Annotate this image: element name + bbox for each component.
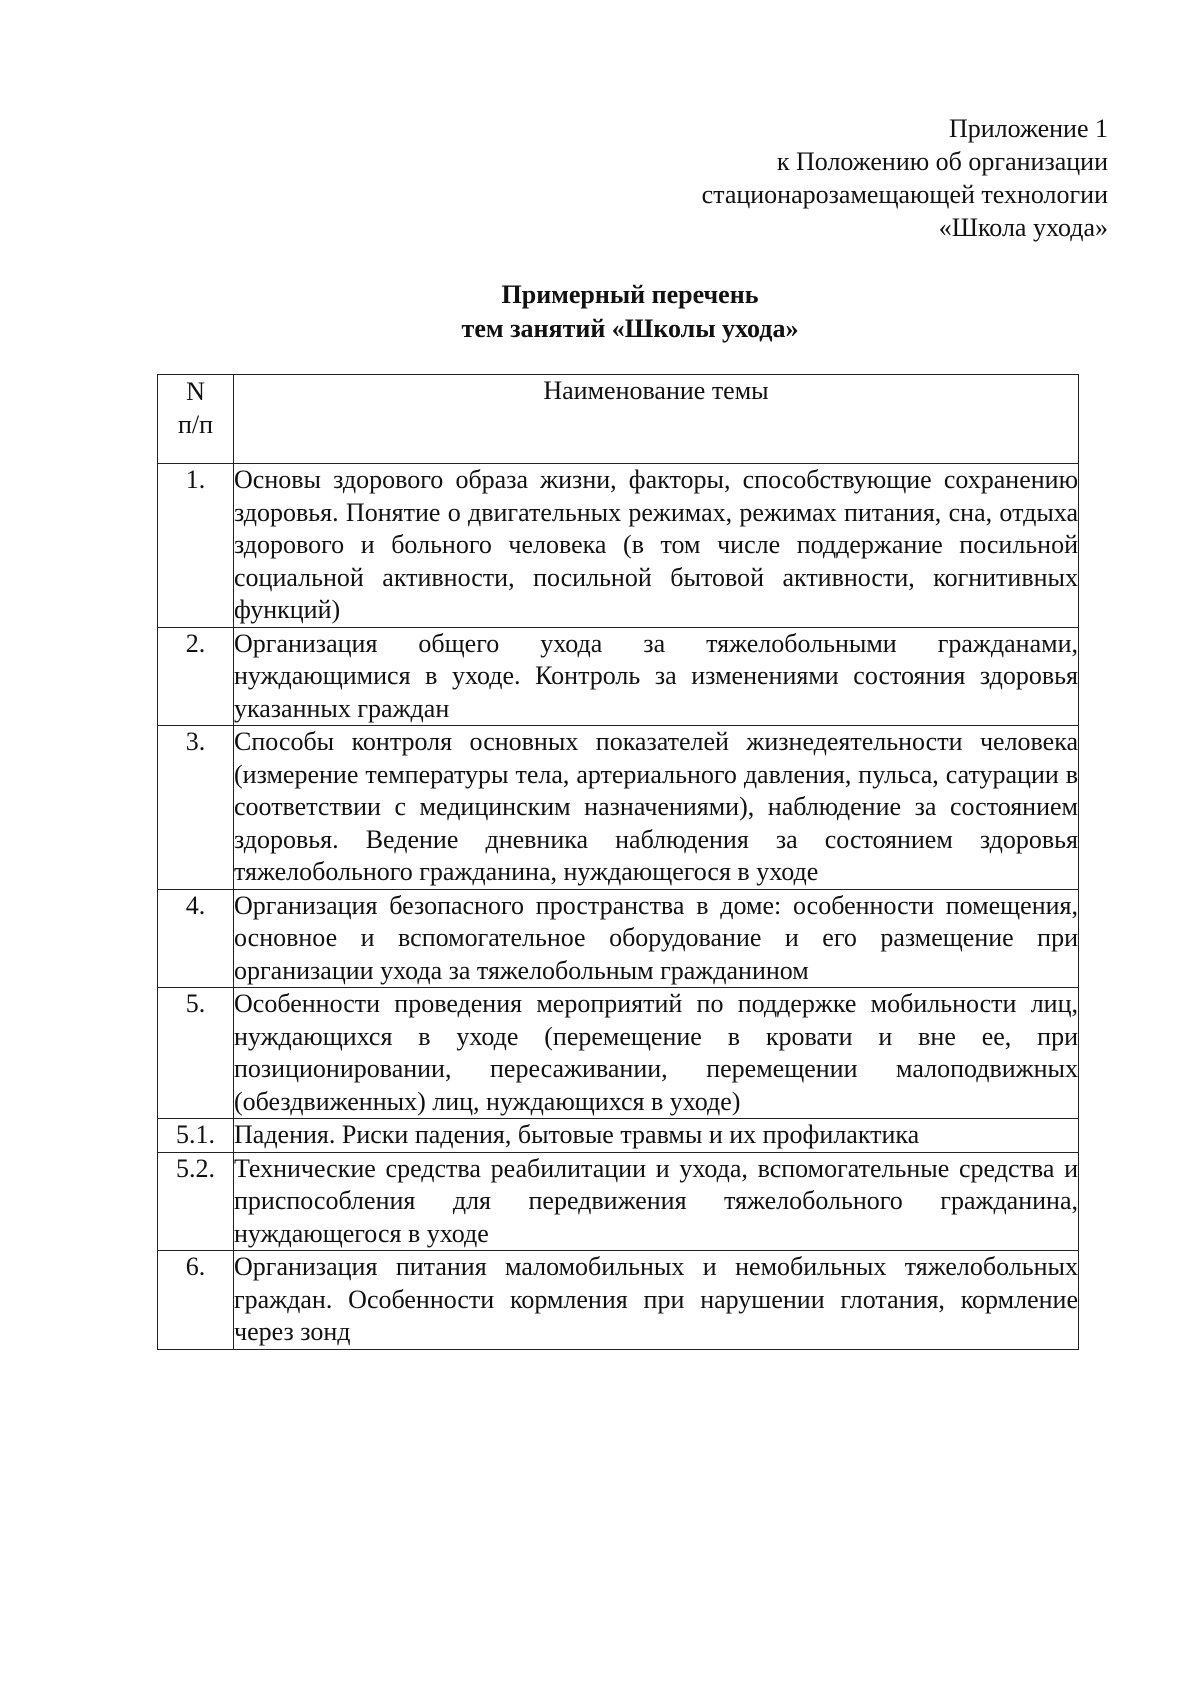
- row-topic: Технические средства реабилитации и ухода, вспомогательные средства и приспособления для передвижения тяжелобольного гражданина, нуждающегося в уходе: [234, 1152, 1079, 1251]
- row-number: 4.: [158, 889, 234, 988]
- row-number: 6.: [158, 1251, 234, 1350]
- title-line: тем занятий «Школы ухода»: [461, 314, 799, 343]
- row-topic: Организация питания маломобильных и немобильных тяжелобольных граждан. Особенности кормления при нарушении глотания, кормление через зонд: [234, 1251, 1079, 1350]
- row-number: 2.: [158, 627, 234, 726]
- title-line: Примерный перечень: [501, 280, 759, 309]
- row-topic: Организация безопасного пространства в доме: особенности помещения, основное и вспомогательное оборудование и его размещение при организации ухода за тяжелобольным гражданином: [234, 889, 1079, 988]
- row-topic: Основы здорового образа жизни, факторы, способствующие сохранению здоровья. Понятие о двигательных режимах, режимах питания, сна, отдыха здорового и больного человека (в том числе поддержание посильной социальной активности, посильной бытовой активности, когнитивных функций): [234, 464, 1079, 628]
- header-number-cell: [158, 375, 234, 464]
- table-row: [158, 1119, 1079, 1153]
- header-number-label: N: [186, 377, 205, 406]
- row-number: 1.: [158, 464, 234, 628]
- row-topic: Особенности проведения мероприятий по поддержке мобильности лиц, нуждающихся в уходе (перемещение в кровати и вне ее, при позиционировании, пересаживании, перемещении малоподвижных (обездвиженных) лиц, нуждающихся в уходе): [234, 988, 1079, 1119]
- header-number-label: п/п: [177, 410, 214, 439]
- table-row: [158, 627, 1079, 726]
- appendix-line: стационарозамещающей технологии: [701, 180, 1108, 209]
- appendix-reference: [702, 112, 1108, 244]
- row-number: 5.: [158, 988, 234, 1119]
- appendix-line: к Положению об организации: [776, 147, 1108, 176]
- header-name-cell: Наименование темы: [234, 375, 1079, 464]
- topics-table: [157, 374, 1079, 1350]
- table-row: [158, 1251, 1079, 1350]
- row-number: 5.2.: [158, 1152, 234, 1251]
- document-title: [0, 278, 1200, 346]
- row-number: 5.1.: [158, 1119, 234, 1153]
- row-topic: Падения. Риски падения, бытовые травмы и их профилактика: [234, 1119, 1079, 1153]
- appendix-line: «Школа ухода»: [938, 213, 1108, 242]
- table-row: [158, 889, 1079, 988]
- table-row: [158, 464, 1079, 628]
- row-topic: Способы контроля основных показателей жизнедеятельности человека (измерение температуры тела, артериального давления, пульса, сатурации в соответствии с медицинским назначениями), наблюдение за состоянием здоровья. Ведение дневника наблюдения за состоянием здоровья тяжелобольного гражданина, нуждающегося в уходе: [234, 726, 1079, 890]
- appendix-line: Приложение 1: [948, 114, 1108, 143]
- row-topic: Организация общего ухода за тяжелобольными гражданами, нуждающимися в уходе. Контроль за изменениями состояния здоровья указанных граждан: [234, 627, 1079, 726]
- table-header-row: [158, 375, 1079, 464]
- row-number: 3.: [158, 726, 234, 890]
- table-row: [158, 726, 1079, 890]
- table-row: [158, 1152, 1079, 1251]
- table-row: [158, 988, 1079, 1119]
